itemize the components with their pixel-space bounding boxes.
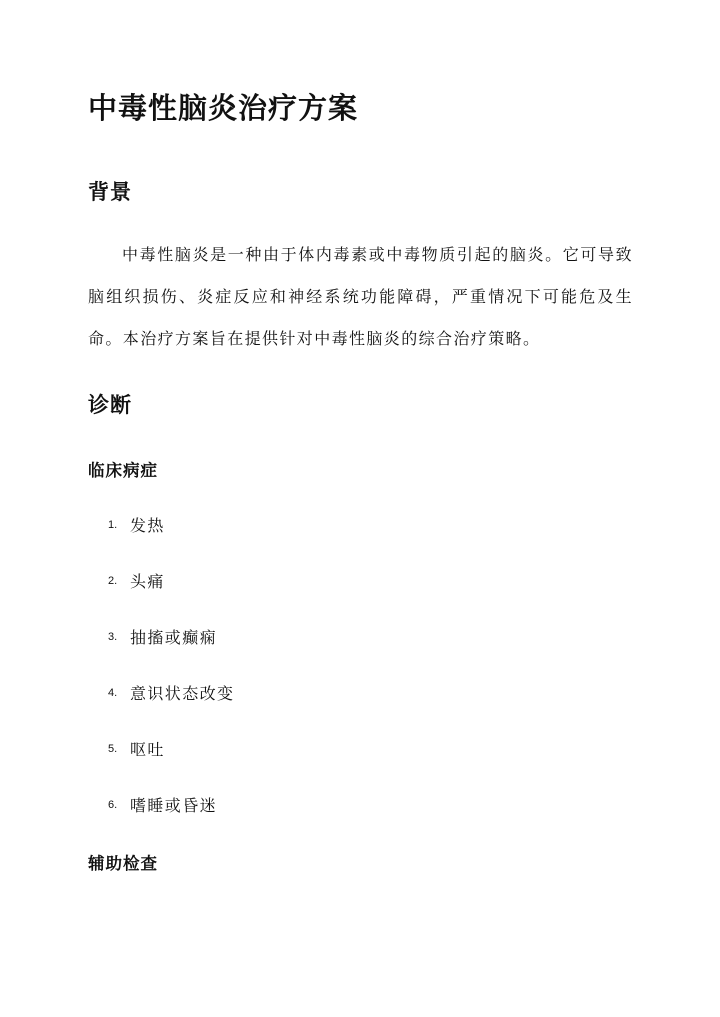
list-item-text: 嗜睡或昏迷 xyxy=(130,796,218,815)
page-title: 中毒性脑炎治疗方案 xyxy=(88,91,359,125)
list-number: 6. xyxy=(108,798,118,811)
subsection-heading-clinical-symptoms: 临床病症 xyxy=(88,461,158,480)
list-item-text: 抽搐或癫痫 xyxy=(130,628,218,647)
list-item xyxy=(108,625,217,649)
background-paragraph: 中毒性脑炎是一种由于体内毒素或中毒物质引起的脑炎。它可导致脑组织损伤、炎症反应和神经系统功能障碍，严重情况下可能危及生命。本治疗方案旨在提供针对中毒性脑炎的综合治疗策略。 xyxy=(88,245,633,348)
list-item-text: 发热 xyxy=(130,516,165,535)
list-number: 2. xyxy=(108,574,118,587)
list-item xyxy=(108,737,165,761)
list-item-text: 呕吐 xyxy=(130,740,165,759)
list-item-text: 头痛 xyxy=(130,572,165,591)
list-number: 3. xyxy=(108,630,118,643)
section-heading-diagnosis: 诊断 xyxy=(88,392,132,417)
list-item xyxy=(108,569,165,593)
list-number: 5. xyxy=(108,742,118,755)
list-item xyxy=(108,793,217,817)
list-number: 4. xyxy=(108,686,118,699)
list-number: 1. xyxy=(108,518,118,531)
section-heading-background: 背景 xyxy=(88,179,132,204)
subsection-heading-auxiliary-exams: 辅助检查 xyxy=(88,854,158,873)
list-item xyxy=(108,681,234,705)
list-item xyxy=(108,513,165,537)
list-item-text: 意识状态改变 xyxy=(130,684,235,703)
